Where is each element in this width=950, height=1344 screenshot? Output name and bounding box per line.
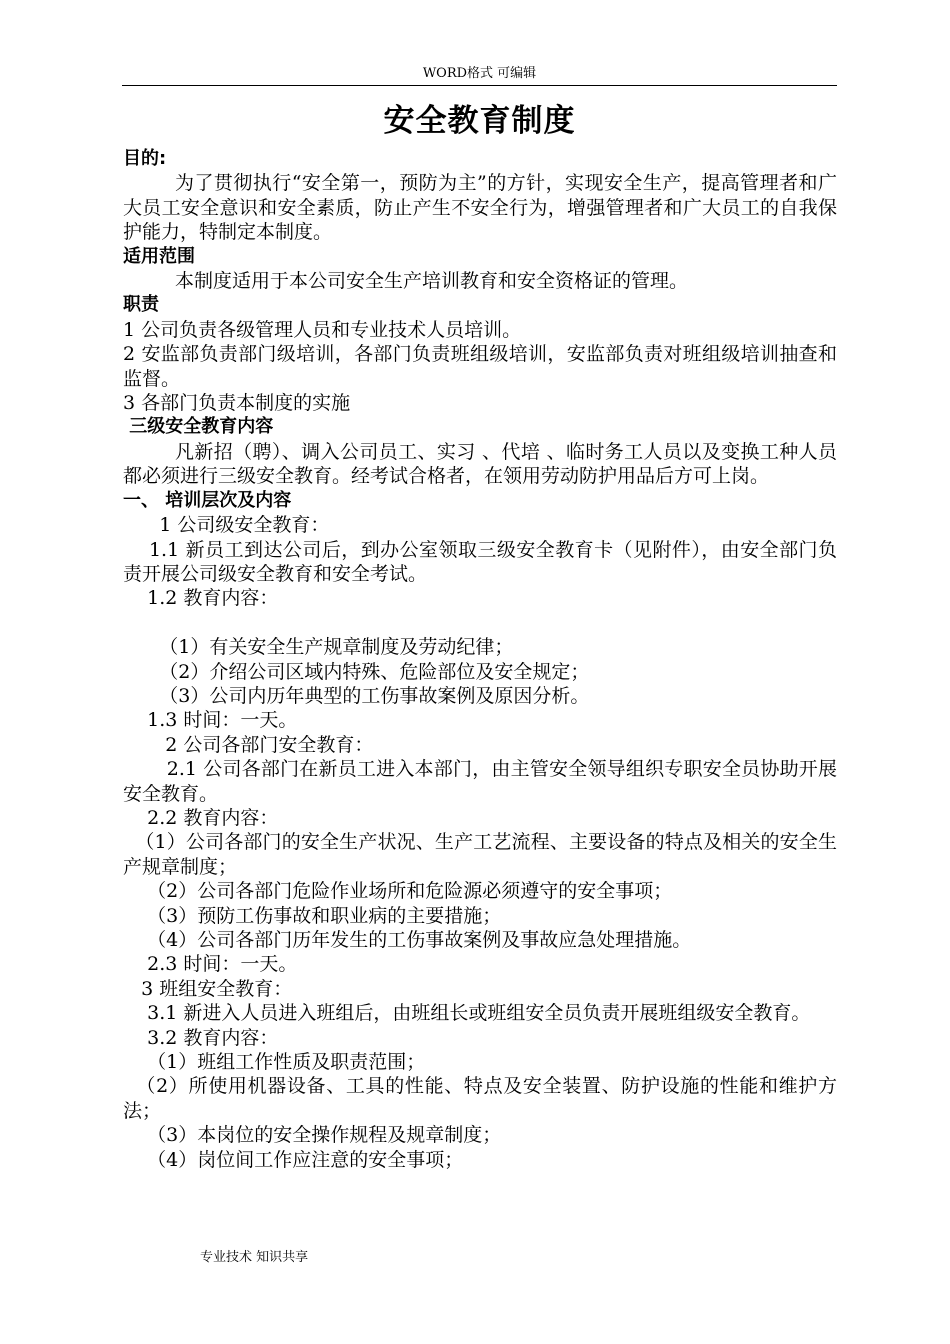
duty-item-2: 2 安监部负责部门级培训，各部门负责班组级培训，安监部负责对班组级培训抽查和监督。 xyxy=(123,343,837,390)
line-3-1: 3.1 新进入人员进入班组后，由班组长或班组安全员负责开展班组级安全教育。 xyxy=(123,1002,811,1025)
line-company-level-heading: 1 公司级安全教育： xyxy=(123,514,330,537)
line-2-2-item-4: （4）公司各部门历年发生的工伤事故案例及事故应急处理措施。 xyxy=(123,928,692,951)
document-body xyxy=(123,147,837,1172)
line-2-1: 2.1 公司各部门在新员工进入本部门，由主管安全领导组织专职安全员协助开展安全教育。 xyxy=(123,758,837,805)
line-department-level-heading: 2 公司各部门安全教育： xyxy=(123,733,374,756)
line-1-2-item-3: （3）公司内历年典型的工伤事故案例及原因分析。 xyxy=(123,684,590,707)
duty-heading: 职责 xyxy=(123,294,159,316)
purpose-paragraph: 为了贯彻执行“安全第一，预防为主”的方针，实现安全生产，提高管理者和广大员工安全意识和安全素质，防止产生不安全行为，增强管理者和广大员工的自我保护能力，特制定本制度。 xyxy=(123,172,837,244)
scope-heading: 适用范围 xyxy=(123,245,195,267)
line-3-2: 3.2 教育内容： xyxy=(123,1026,279,1049)
blank-line xyxy=(123,611,837,635)
training-heading: 一、 培训层次及内容 xyxy=(123,489,292,511)
duty-item-1: 1 公司负责各级管理人员和专业技术人员培训。 xyxy=(123,318,522,341)
page-header: WORD格式 可编辑 xyxy=(422,66,537,81)
line-2-2-item-3: （3）预防工伤事故和职业病的主要措施； xyxy=(123,904,502,927)
line-3-2-item-1: （1）班组工作性质及职责范围； xyxy=(123,1051,426,1074)
page-footer: 专业技术 知识共享 xyxy=(200,1250,309,1265)
header-rule xyxy=(122,85,837,86)
purpose-heading: 目的: xyxy=(123,148,167,169)
line-1-3: 1.3 时间：一天。 xyxy=(123,709,298,732)
scope-paragraph: 本制度适用于本公司安全生产培训教育和安全资格证的管理。 xyxy=(175,270,689,293)
line-3-2-item-2: （2）所使用机器设备、工具的性能、特点及安全装置、防护设施的性能和维护方法； xyxy=(123,1075,837,1122)
line-team-level-heading: 3 班组安全教育： xyxy=(123,977,293,1000)
line-3-2-item-3: （3）本岗位的安全操作规程及规章制度； xyxy=(123,1124,502,1147)
document-title: 安全教育制度 xyxy=(383,103,576,139)
line-3-2-item-4: （4）岗位间工作应注意的安全事项； xyxy=(123,1148,464,1171)
three-level-heading: 三级安全教育内容 xyxy=(123,416,274,438)
three-level-paragraph: 凡新招（聘）、调入公司员工、实习 、代培 、临时务工人员以及变换工种人员都必须进行三级安全教育。经考试合格者，在领用劳动防护用品后方可上岗。 xyxy=(123,440,837,488)
line-2-3: 2.3 时间：一天。 xyxy=(123,953,298,976)
line-1-2: 1.2 教育内容： xyxy=(123,587,279,610)
line-2-2: 2.2 教育内容： xyxy=(123,806,279,829)
line-1-1: 1.1 新员工到达公司后，到办公室领取三级安全教育卡（见附件），由安全部门负责开展公司级安全教育和安全考试。 xyxy=(123,538,837,585)
line-1-2-item-2: （2）介绍公司区域内特殊、危险部位及安全规定； xyxy=(123,660,590,683)
line-1-2-item-1: （1）有关安全生产规章制度及劳动纪律； xyxy=(123,636,514,659)
line-2-2-item-1: （1）公司各部门的安全生产状况、生产工艺流程、主要设备的特点及相关的安全生产规章制度； xyxy=(123,831,837,878)
duty-item-3: 3 各部门负责本制度的实施 xyxy=(123,392,351,415)
line-2-2-item-2: （2）公司各部门危险作业场所和危险源必须遵守的安全事项； xyxy=(123,880,673,903)
